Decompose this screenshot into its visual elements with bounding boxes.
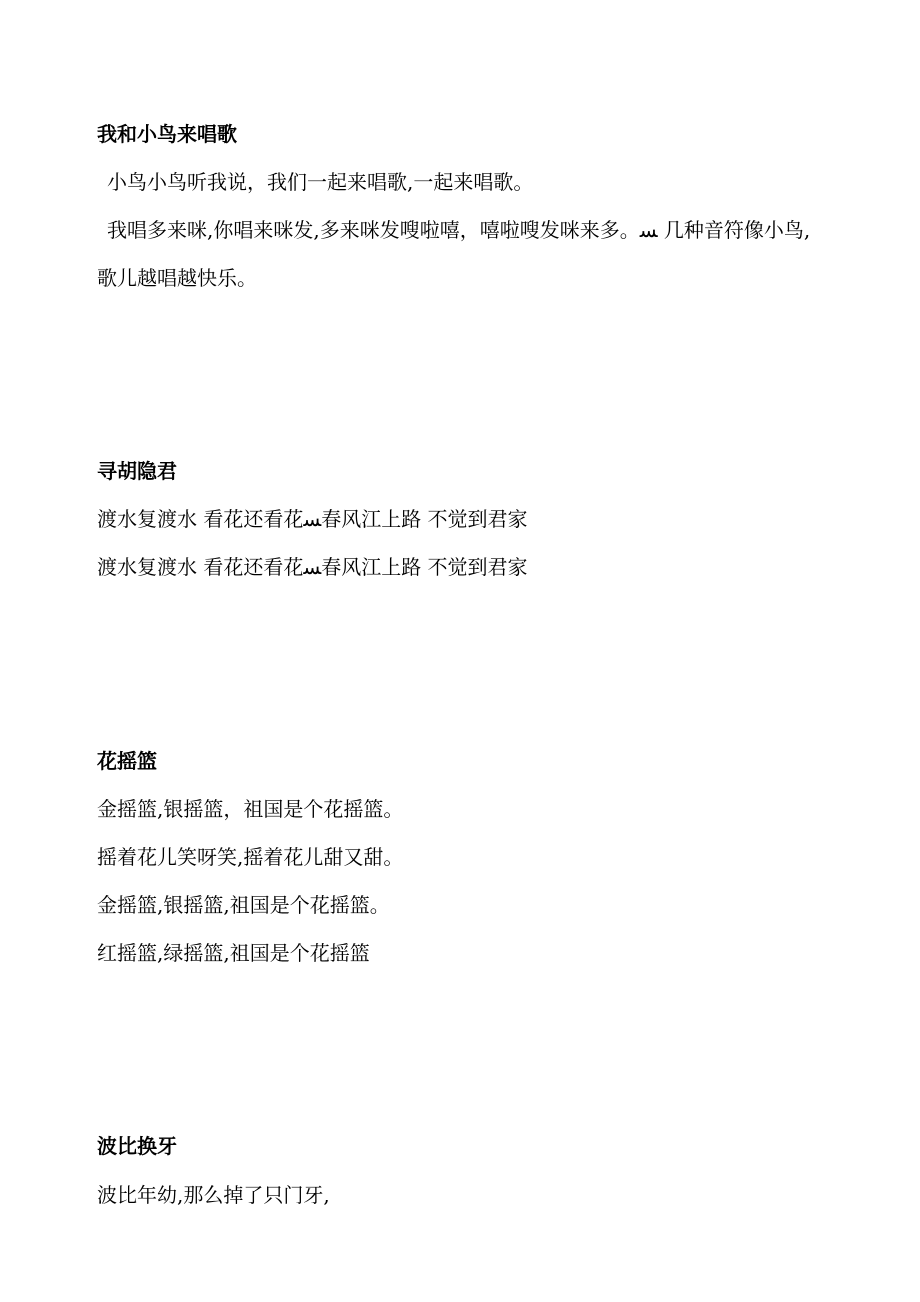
- lyric-line: 渡水复渡水 看花还看花ﺴ春风江上路 不觉到君家: [97, 555, 528, 579]
- lyric-line: 红摇篮,绿摇篮,祖国是个花摇篮: [97, 941, 370, 965]
- lyric-line: 波比年幼,那么掉了只门牙,: [97, 1183, 330, 1207]
- lyric-line: 歌儿越唱越快乐。: [97, 266, 257, 290]
- song-title: 波比换牙: [97, 1134, 177, 1158]
- lyric-line: 摇着花儿笑呀笑,摇着花儿甜又甜。: [97, 845, 404, 869]
- lyric-line: 金摇篮,银摇篮,祖国是个花摇篮。: [97, 893, 390, 917]
- song-title: 寻胡隐君: [97, 459, 177, 483]
- song-title: 花摇篮: [97, 749, 157, 773]
- lyric-line: 小鸟小鸟听我说，我们一起来唱歌,一起来唱歌。: [107, 170, 534, 194]
- lyric-line: 金摇篮,银摇篮，祖国是个花摇篮。: [97, 797, 404, 821]
- lyric-line: 我唱多来咪,你唱来咪发,多来咪发嗖啦嘻，嘻啦嗖发咪来多。ﺴ 几种音符像小鸟,: [107, 218, 811, 242]
- song-title: 我和小鸟来唱歌: [97, 122, 237, 146]
- lyric-line: 渡水复渡水 看花还看花ﺴ春风江上路 不觉到君家: [97, 507, 528, 531]
